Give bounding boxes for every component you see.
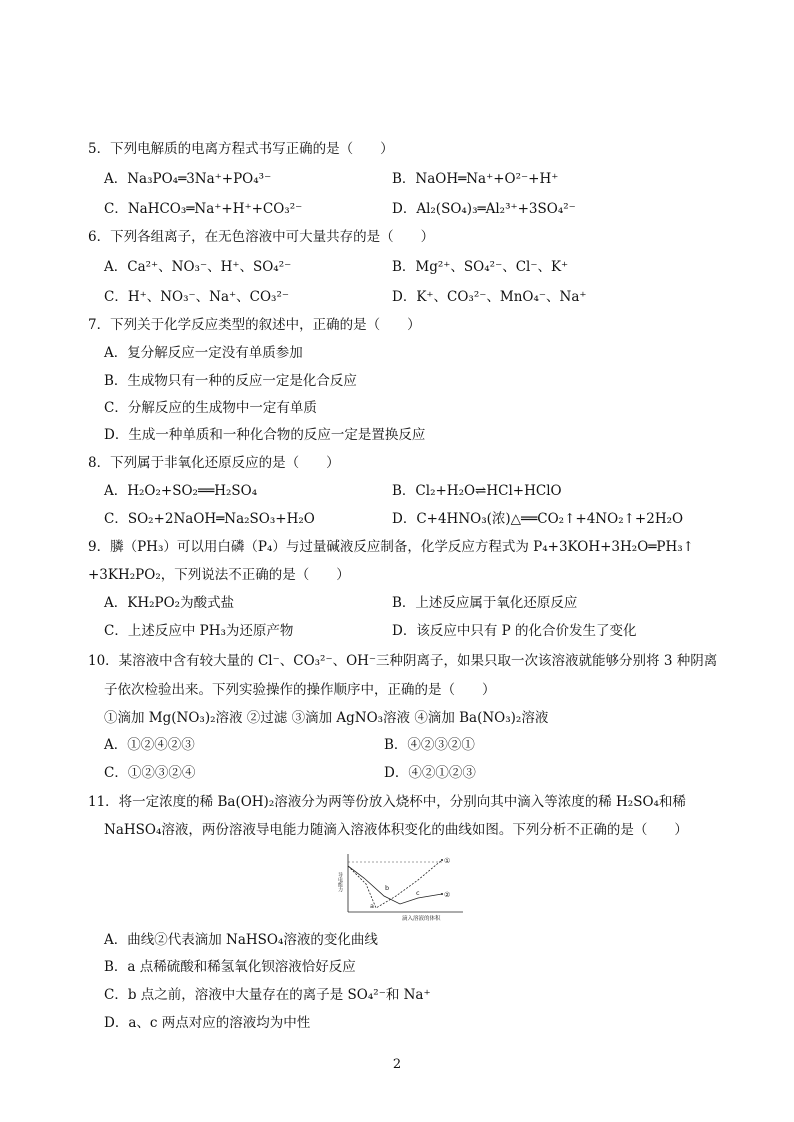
q5-option-b: B．NaOH═Na⁺+O²⁻+H⁺ — [392, 171, 559, 187]
q8-option-a: A．H₂O₂+SO₂══H₂SO₄ — [104, 483, 258, 499]
q9-stem-line1: 9．膦（PH₃）可以用白磷（P₄）与过量碱液反应制备，化学反应方程式为 P₄+3KOH+3H₂O═PH₃↑ — [88, 539, 694, 555]
q8-option-d: D．C+4HNO₃(浓)△══CO₂↑+4NO₂↑+2H₂O — [392, 511, 684, 527]
q10-option-b: B．④②③②① — [384, 737, 475, 753]
x-axis-label: 滴入溶液的体积 — [402, 916, 441, 922]
q9-option-a: A．KH₂PO₂为酸式盐 — [104, 595, 235, 611]
q10-option-c: C．①②③②④ — [104, 765, 196, 781]
q7-option-b: B．生成物只有一种的反应一定是化合反应 — [104, 373, 357, 389]
q10-option-d: D．④②①②③ — [384, 765, 476, 781]
q7-option-c: C．分解反应的生成物中一定有单质 — [104, 400, 317, 416]
curve-2-label: ② — [444, 891, 451, 899]
q10-steps: ①滴加 Mg(NO₃)₂溶液 ②过滤 ③滴加 AgNO₃溶液 ④滴加 Ba(NO₃)₂溶液 — [104, 710, 549, 726]
q10-option-a: A．①②④②③ — [104, 737, 195, 753]
q9-option-c: C．上述反应中 PH₃为还原产物 — [104, 623, 294, 639]
q5-option-a: A．Na₃PO₄═3Na⁺+PO₄³⁻ — [104, 171, 272, 187]
q10-stem-line1: 10．某溶液中含有较大量的 Cl⁻、CO₃²⁻、OH⁻三种阴离子，如果只取一次该溶液就能够分别将 3 种阴离 — [88, 653, 718, 669]
q11-stem-line1: 11．将一定浓度的稀 Ba(OH)₂溶液分为两等份放入烧杯中，分别向其中滴入等浓度的稀 H₂SO₄和稀 — [88, 794, 686, 810]
y-axis-label: 导电能力 — [337, 872, 343, 892]
point-b-label: b — [385, 884, 390, 892]
point-c-label: c — [416, 889, 420, 897]
q6-option-d: D．K⁺、CO₃²⁻、MnO₄⁻、Na⁺ — [392, 289, 587, 305]
q7-option-a: A．复分解反应一定没有单质参加 — [104, 345, 303, 361]
q11-option-a: A．曲线②代表滴加 NaHSO₄溶液的变化曲线 — [104, 932, 378, 948]
q7-option-d: D．生成一种单质和一种化合物的反应一定是置换反应 — [104, 427, 426, 443]
curve-1-label: ① — [444, 857, 451, 865]
curve-2 — [348, 866, 442, 904]
q9-option-b: B．上述反应属于氧化还原反应 — [392, 595, 578, 611]
q6-stem: 6．下列各组离子，在无色溶液中可大量共存的是（ ） — [88, 229, 435, 245]
q9-stem-line2: +3KH₂PO₂，下列说法不正确的是（ ） — [88, 567, 350, 583]
q10-stem-line2: 子依次检验出来。下列实验操作的操作顺序中，正确的是（ ） — [104, 682, 496, 698]
q11-option-b: B．a 点稀硫酸和稀氢氧化钡溶液恰好反应 — [104, 959, 356, 975]
q11-stem-line2: NaHSO₄溶液，两份溶液导电能力随滴入溶液体积变化的曲线如图。下列分析不正确的是（ ） — [104, 822, 688, 838]
page-number: 2 — [392, 1057, 402, 1072]
q5-option-c: C．NaHCO₃═Na⁺+H⁺+CO₃²⁻ — [104, 201, 303, 217]
q6-option-c: C．H⁺、NO₃⁻、Na⁺、CO₃²⁻ — [104, 289, 289, 305]
q11-option-c: C．b 点之前，溶液中大量存在的离子是 SO₄²⁻和 Na⁺ — [104, 987, 431, 1003]
q9-option-d: D．该反应中只有 P 的化合价发生了变化 — [392, 623, 637, 639]
q6-option-b: B．Mg²⁺、SO₄²⁻、Cl⁻、K⁺ — [392, 259, 569, 275]
q11-option-d: D．a、c 两点对应的溶液均为中性 — [104, 1015, 311, 1031]
q6-option-a: A．Ca²⁺、NO₃⁻、H⁺、SO₄²⁻ — [104, 259, 292, 275]
conductivity-curve-figure — [338, 850, 468, 922]
q5-option-d: D．Al₂(SO₄)₃═Al₂³⁺+3SO₄²⁻ — [392, 201, 576, 217]
point-a-label: a — [370, 902, 374, 910]
q8-option-c: C．SO₂+2NaOH═Na₂SO₃+H₂O — [104, 511, 315, 527]
q8-stem: 8．下列属于非氧化还原反应的是（ ） — [88, 455, 340, 471]
q5-stem: 5．下列电解质的电离方程式书写正确的是（ ） — [88, 141, 394, 157]
curve-1 — [348, 860, 442, 908]
q7-stem: 7．下列关于化学反应类型的叙述中，正确的是（ ） — [88, 317, 421, 333]
q8-option-b: B．Cl₂+H₂O⇌HCl+HClO — [392, 483, 562, 499]
